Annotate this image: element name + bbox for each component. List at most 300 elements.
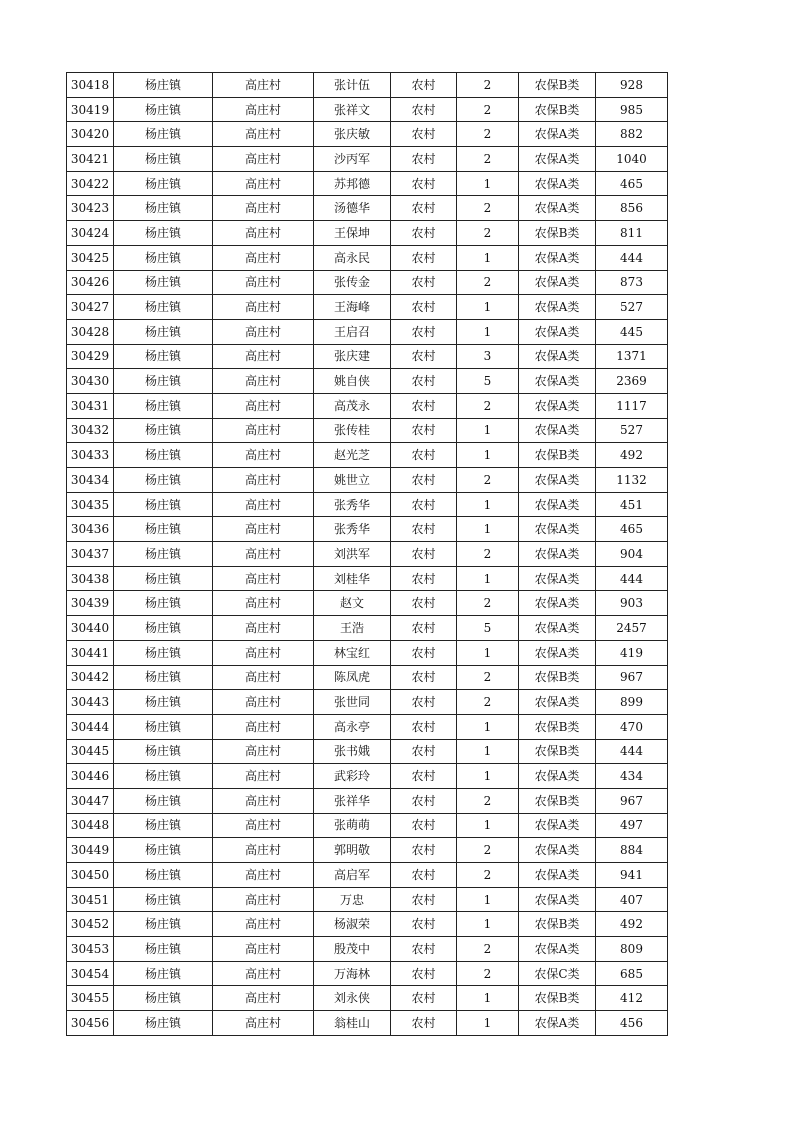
cell-amount: 407 bbox=[596, 887, 668, 912]
cell-town: 杨庄镇 bbox=[114, 270, 213, 295]
cell-insurance-category: 农保A类 bbox=[519, 344, 596, 369]
cell-amount: 492 bbox=[596, 443, 668, 468]
cell-household-type: 农村 bbox=[391, 591, 457, 616]
cell-record-id: 30444 bbox=[67, 714, 114, 739]
cell-household-type: 农村 bbox=[391, 813, 457, 838]
table-row bbox=[67, 542, 668, 567]
cell-village: 高庄村 bbox=[213, 764, 314, 789]
cell-amount: 465 bbox=[596, 517, 668, 542]
table-row bbox=[67, 443, 668, 468]
cell-household-type: 农村 bbox=[391, 690, 457, 715]
cell-person-name: 王保坤 bbox=[314, 221, 391, 246]
cell-person-name: 王海峰 bbox=[314, 295, 391, 320]
cell-household-type: 农村 bbox=[391, 616, 457, 641]
cell-village: 高庄村 bbox=[213, 912, 314, 937]
cell-village: 高庄村 bbox=[213, 714, 314, 739]
cell-amount: 903 bbox=[596, 591, 668, 616]
cell-town: 杨庄镇 bbox=[114, 640, 213, 665]
cell-person-name: 高启军 bbox=[314, 863, 391, 888]
cell-amount: 444 bbox=[596, 739, 668, 764]
cell-insurance-category: 农保A类 bbox=[519, 147, 596, 172]
cell-amount: 856 bbox=[596, 196, 668, 221]
table-row bbox=[67, 147, 668, 172]
cell-household-type: 农村 bbox=[391, 245, 457, 270]
cell-village: 高庄村 bbox=[213, 887, 314, 912]
cell-town: 杨庄镇 bbox=[114, 863, 213, 888]
cell-town: 杨庄镇 bbox=[114, 961, 213, 986]
table-row bbox=[67, 616, 668, 641]
cell-insurance-category: 农保A类 bbox=[519, 887, 596, 912]
cell-insurance-category: 农保A类 bbox=[519, 640, 596, 665]
cell-household-type: 农村 bbox=[391, 97, 457, 122]
cell-town: 杨庄镇 bbox=[114, 788, 213, 813]
table-row bbox=[67, 986, 668, 1011]
cell-insurance-category: 农保C类 bbox=[519, 961, 596, 986]
cell-village: 高庄村 bbox=[213, 690, 314, 715]
cell-town: 杨庄镇 bbox=[114, 468, 213, 493]
cell-person-name: 张传金 bbox=[314, 270, 391, 295]
cell-amount: 1371 bbox=[596, 344, 668, 369]
cell-person-name: 杨淑荣 bbox=[314, 912, 391, 937]
cell-household-type: 农村 bbox=[391, 73, 457, 98]
cell-household-size: 1 bbox=[457, 443, 519, 468]
table-row bbox=[67, 961, 668, 986]
cell-record-id: 30427 bbox=[67, 295, 114, 320]
cell-amount: 434 bbox=[596, 764, 668, 789]
cell-household-type: 农村 bbox=[391, 443, 457, 468]
cell-person-name: 张祥华 bbox=[314, 788, 391, 813]
cell-village: 高庄村 bbox=[213, 937, 314, 962]
table-row bbox=[67, 73, 668, 98]
cell-household-type: 农村 bbox=[391, 566, 457, 591]
cell-town: 杨庄镇 bbox=[114, 73, 213, 98]
cell-amount: 882 bbox=[596, 122, 668, 147]
cell-person-name: 翁桂山 bbox=[314, 1011, 391, 1036]
cell-village: 高庄村 bbox=[213, 739, 314, 764]
cell-town: 杨庄镇 bbox=[114, 714, 213, 739]
cell-record-id: 30441 bbox=[67, 640, 114, 665]
cell-town: 杨庄镇 bbox=[114, 566, 213, 591]
cell-insurance-category: 农保A类 bbox=[519, 418, 596, 443]
cell-village: 高庄村 bbox=[213, 1011, 314, 1036]
table-row bbox=[67, 1011, 668, 1036]
cell-record-id: 30451 bbox=[67, 887, 114, 912]
cell-person-name: 陈凤虎 bbox=[314, 665, 391, 690]
cell-record-id: 30419 bbox=[67, 97, 114, 122]
table-row bbox=[67, 764, 668, 789]
table-row bbox=[67, 245, 668, 270]
cell-household-type: 农村 bbox=[391, 764, 457, 789]
cell-insurance-category: 农保A类 bbox=[519, 245, 596, 270]
cell-village: 高庄村 bbox=[213, 319, 314, 344]
cell-town: 杨庄镇 bbox=[114, 369, 213, 394]
cell-amount: 685 bbox=[596, 961, 668, 986]
cell-household-type: 农村 bbox=[391, 418, 457, 443]
cell-record-id: 30449 bbox=[67, 838, 114, 863]
cell-record-id: 30425 bbox=[67, 245, 114, 270]
cell-town: 杨庄镇 bbox=[114, 887, 213, 912]
cell-insurance-category: 农保A类 bbox=[519, 196, 596, 221]
cell-village: 高庄村 bbox=[213, 986, 314, 1011]
cell-village: 高庄村 bbox=[213, 122, 314, 147]
cell-person-name: 姚自侠 bbox=[314, 369, 391, 394]
cell-person-name: 王浩 bbox=[314, 616, 391, 641]
cell-record-id: 30447 bbox=[67, 788, 114, 813]
cell-amount: 904 bbox=[596, 542, 668, 567]
cell-amount: 2457 bbox=[596, 616, 668, 641]
cell-record-id: 30440 bbox=[67, 616, 114, 641]
cell-town: 杨庄镇 bbox=[114, 616, 213, 641]
cell-town: 杨庄镇 bbox=[114, 295, 213, 320]
cell-amount: 451 bbox=[596, 492, 668, 517]
cell-household-type: 农村 bbox=[391, 838, 457, 863]
cell-person-name: 张萌萌 bbox=[314, 813, 391, 838]
cell-amount: 1117 bbox=[596, 393, 668, 418]
cell-household-type: 农村 bbox=[391, 665, 457, 690]
cell-town: 杨庄镇 bbox=[114, 1011, 213, 1036]
cell-village: 高庄村 bbox=[213, 468, 314, 493]
cell-person-name: 郭明敬 bbox=[314, 838, 391, 863]
cell-household-type: 农村 bbox=[391, 937, 457, 962]
cell-town: 杨庄镇 bbox=[114, 912, 213, 937]
table-row bbox=[67, 221, 668, 246]
cell-person-name: 张秀华 bbox=[314, 517, 391, 542]
cell-record-id: 30431 bbox=[67, 393, 114, 418]
cell-household-size: 2 bbox=[457, 961, 519, 986]
cell-village: 高庄村 bbox=[213, 369, 314, 394]
cell-amount: 419 bbox=[596, 640, 668, 665]
cell-record-id: 30429 bbox=[67, 344, 114, 369]
cell-amount: 1040 bbox=[596, 147, 668, 172]
cell-insurance-category: 农保A类 bbox=[519, 122, 596, 147]
cell-amount: 527 bbox=[596, 295, 668, 320]
cell-town: 杨庄镇 bbox=[114, 122, 213, 147]
cell-household-size: 2 bbox=[457, 73, 519, 98]
cell-household-type: 农村 bbox=[391, 393, 457, 418]
cell-person-name: 张庆敏 bbox=[314, 122, 391, 147]
cell-household-size: 1 bbox=[457, 813, 519, 838]
cell-insurance-category: 农保B类 bbox=[519, 665, 596, 690]
table-row bbox=[67, 369, 668, 394]
cell-town: 杨庄镇 bbox=[114, 591, 213, 616]
cell-town: 杨庄镇 bbox=[114, 97, 213, 122]
cell-village: 高庄村 bbox=[213, 566, 314, 591]
cell-household-size: 1 bbox=[457, 912, 519, 937]
cell-town: 杨庄镇 bbox=[114, 393, 213, 418]
cell-person-name: 张计伍 bbox=[314, 73, 391, 98]
cell-person-name: 刘洪军 bbox=[314, 542, 391, 567]
cell-household-size: 1 bbox=[457, 492, 519, 517]
cell-town: 杨庄镇 bbox=[114, 690, 213, 715]
cell-amount: 444 bbox=[596, 566, 668, 591]
cell-person-name: 高茂永 bbox=[314, 393, 391, 418]
table-row bbox=[67, 566, 668, 591]
cell-insurance-category: 农保B类 bbox=[519, 97, 596, 122]
cell-person-name: 殷茂中 bbox=[314, 937, 391, 962]
cell-town: 杨庄镇 bbox=[114, 196, 213, 221]
cell-household-type: 农村 bbox=[391, 319, 457, 344]
cell-insurance-category: 农保B类 bbox=[519, 912, 596, 937]
cell-household-size: 2 bbox=[457, 665, 519, 690]
cell-person-name: 沙丙军 bbox=[314, 147, 391, 172]
cell-record-id: 30434 bbox=[67, 468, 114, 493]
cell-village: 高庄村 bbox=[213, 591, 314, 616]
table-row bbox=[67, 838, 668, 863]
cell-insurance-category: 农保A类 bbox=[519, 937, 596, 962]
cell-insurance-category: 农保A类 bbox=[519, 319, 596, 344]
table-row bbox=[67, 788, 668, 813]
cell-household-type: 农村 bbox=[391, 221, 457, 246]
cell-town: 杨庄镇 bbox=[114, 665, 213, 690]
cell-household-size: 2 bbox=[457, 542, 519, 567]
cell-insurance-category: 农保B类 bbox=[519, 73, 596, 98]
cell-record-id: 30439 bbox=[67, 591, 114, 616]
cell-record-id: 30418 bbox=[67, 73, 114, 98]
cell-person-name: 刘永侠 bbox=[314, 986, 391, 1011]
cell-household-size: 1 bbox=[457, 418, 519, 443]
cell-village: 高庄村 bbox=[213, 640, 314, 665]
cell-person-name: 赵文 bbox=[314, 591, 391, 616]
cell-record-id: 30455 bbox=[67, 986, 114, 1011]
table-row bbox=[67, 813, 668, 838]
cell-amount: 941 bbox=[596, 863, 668, 888]
table-row bbox=[67, 739, 668, 764]
cell-amount: 873 bbox=[596, 270, 668, 295]
records-table bbox=[66, 72, 668, 1036]
cell-record-id: 30442 bbox=[67, 665, 114, 690]
cell-household-size: 1 bbox=[457, 640, 519, 665]
cell-insurance-category: 农保B类 bbox=[519, 788, 596, 813]
table-row bbox=[67, 418, 668, 443]
cell-household-size: 2 bbox=[457, 97, 519, 122]
cell-household-type: 农村 bbox=[391, 369, 457, 394]
cell-village: 高庄村 bbox=[213, 221, 314, 246]
cell-village: 高庄村 bbox=[213, 418, 314, 443]
cell-town: 杨庄镇 bbox=[114, 813, 213, 838]
cell-insurance-category: 农保A类 bbox=[519, 492, 596, 517]
table-row bbox=[67, 295, 668, 320]
cell-village: 高庄村 bbox=[213, 863, 314, 888]
cell-household-type: 农村 bbox=[391, 714, 457, 739]
cell-household-size: 2 bbox=[457, 122, 519, 147]
cell-village: 高庄村 bbox=[213, 616, 314, 641]
table-row bbox=[67, 912, 668, 937]
table-row bbox=[67, 319, 668, 344]
cell-town: 杨庄镇 bbox=[114, 739, 213, 764]
table-row bbox=[67, 196, 668, 221]
cell-insurance-category: 农保A类 bbox=[519, 591, 596, 616]
cell-record-id: 30456 bbox=[67, 1011, 114, 1036]
cell-town: 杨庄镇 bbox=[114, 492, 213, 517]
cell-record-id: 30452 bbox=[67, 912, 114, 937]
cell-insurance-category: 农保A类 bbox=[519, 517, 596, 542]
cell-village: 高庄村 bbox=[213, 73, 314, 98]
cell-person-name: 林宝红 bbox=[314, 640, 391, 665]
cell-person-name: 苏邦德 bbox=[314, 171, 391, 196]
cell-village: 高庄村 bbox=[213, 838, 314, 863]
cell-person-name: 张秀华 bbox=[314, 492, 391, 517]
cell-town: 杨庄镇 bbox=[114, 171, 213, 196]
cell-village: 高庄村 bbox=[213, 961, 314, 986]
cell-village: 高庄村 bbox=[213, 196, 314, 221]
cell-household-type: 农村 bbox=[391, 270, 457, 295]
cell-record-id: 30423 bbox=[67, 196, 114, 221]
cell-village: 高庄村 bbox=[213, 393, 314, 418]
cell-insurance-category: 农保B类 bbox=[519, 739, 596, 764]
table-row bbox=[67, 887, 668, 912]
cell-insurance-category: 农保A类 bbox=[519, 863, 596, 888]
cell-person-name: 张祥文 bbox=[314, 97, 391, 122]
cell-town: 杨庄镇 bbox=[114, 986, 213, 1011]
cell-town: 杨庄镇 bbox=[114, 245, 213, 270]
cell-amount: 465 bbox=[596, 171, 668, 196]
cell-insurance-category: 农保A类 bbox=[519, 369, 596, 394]
cell-household-size: 1 bbox=[457, 887, 519, 912]
cell-insurance-category: 农保B类 bbox=[519, 221, 596, 246]
cell-household-size: 2 bbox=[457, 196, 519, 221]
cell-insurance-category: 农保A类 bbox=[519, 566, 596, 591]
cell-household-size: 2 bbox=[457, 937, 519, 962]
cell-insurance-category: 农保A类 bbox=[519, 171, 596, 196]
cell-village: 高庄村 bbox=[213, 517, 314, 542]
cell-person-name: 高永民 bbox=[314, 245, 391, 270]
cell-record-id: 30428 bbox=[67, 319, 114, 344]
cell-town: 杨庄镇 bbox=[114, 319, 213, 344]
cell-person-name: 高永亭 bbox=[314, 714, 391, 739]
cell-household-type: 农村 bbox=[391, 788, 457, 813]
cell-insurance-category: 农保B类 bbox=[519, 443, 596, 468]
cell-amount: 492 bbox=[596, 912, 668, 937]
cell-record-id: 30424 bbox=[67, 221, 114, 246]
cell-village: 高庄村 bbox=[213, 171, 314, 196]
cell-household-size: 2 bbox=[457, 393, 519, 418]
cell-household-size: 2 bbox=[457, 468, 519, 493]
cell-household-size: 2 bbox=[457, 863, 519, 888]
cell-household-size: 1 bbox=[457, 245, 519, 270]
cell-town: 杨庄镇 bbox=[114, 517, 213, 542]
cell-town: 杨庄镇 bbox=[114, 147, 213, 172]
cell-household-type: 农村 bbox=[391, 295, 457, 320]
cell-person-name: 张书娥 bbox=[314, 739, 391, 764]
cell-household-size: 1 bbox=[457, 295, 519, 320]
table-row bbox=[67, 517, 668, 542]
cell-person-name: 武彩玲 bbox=[314, 764, 391, 789]
cell-village: 高庄村 bbox=[213, 97, 314, 122]
cell-amount: 470 bbox=[596, 714, 668, 739]
cell-household-size: 2 bbox=[457, 221, 519, 246]
cell-village: 高庄村 bbox=[213, 443, 314, 468]
cell-amount: 497 bbox=[596, 813, 668, 838]
cell-household-size: 2 bbox=[457, 147, 519, 172]
cell-amount: 2369 bbox=[596, 369, 668, 394]
cell-record-id: 30430 bbox=[67, 369, 114, 394]
cell-person-name: 万忠 bbox=[314, 887, 391, 912]
cell-amount: 967 bbox=[596, 665, 668, 690]
cell-record-id: 30420 bbox=[67, 122, 114, 147]
cell-household-size: 1 bbox=[457, 986, 519, 1011]
table-row bbox=[67, 171, 668, 196]
cell-household-size: 2 bbox=[457, 690, 519, 715]
cell-household-size: 3 bbox=[457, 344, 519, 369]
cell-insurance-category: 农保A类 bbox=[519, 690, 596, 715]
cell-town: 杨庄镇 bbox=[114, 764, 213, 789]
cell-village: 高庄村 bbox=[213, 270, 314, 295]
cell-household-size: 2 bbox=[457, 270, 519, 295]
table-row bbox=[67, 468, 668, 493]
cell-record-id: 30437 bbox=[67, 542, 114, 567]
cell-amount: 985 bbox=[596, 97, 668, 122]
table-row bbox=[67, 640, 668, 665]
cell-amount: 412 bbox=[596, 986, 668, 1011]
cell-household-size: 5 bbox=[457, 616, 519, 641]
cell-household-size: 5 bbox=[457, 369, 519, 394]
cell-insurance-category: 农保A类 bbox=[519, 1011, 596, 1036]
cell-household-size: 1 bbox=[457, 517, 519, 542]
cell-household-type: 农村 bbox=[391, 887, 457, 912]
cell-insurance-category: 农保A类 bbox=[519, 295, 596, 320]
cell-record-id: 30435 bbox=[67, 492, 114, 517]
cell-town: 杨庄镇 bbox=[114, 542, 213, 567]
cell-household-type: 农村 bbox=[391, 344, 457, 369]
cell-record-id: 30450 bbox=[67, 863, 114, 888]
cell-household-type: 农村 bbox=[391, 986, 457, 1011]
cell-household-type: 农村 bbox=[391, 863, 457, 888]
cell-person-name: 姚世立 bbox=[314, 468, 391, 493]
cell-record-id: 30436 bbox=[67, 517, 114, 542]
cell-person-name: 万海林 bbox=[314, 961, 391, 986]
cell-village: 高庄村 bbox=[213, 788, 314, 813]
cell-village: 高庄村 bbox=[213, 665, 314, 690]
table-row bbox=[67, 393, 668, 418]
cell-town: 杨庄镇 bbox=[114, 838, 213, 863]
cell-household-size: 2 bbox=[457, 788, 519, 813]
cell-household-size: 1 bbox=[457, 739, 519, 764]
cell-household-type: 农村 bbox=[391, 912, 457, 937]
table-row bbox=[67, 714, 668, 739]
cell-person-name: 刘桂华 bbox=[314, 566, 391, 591]
cell-village: 高庄村 bbox=[213, 542, 314, 567]
cell-household-type: 农村 bbox=[391, 739, 457, 764]
cell-town: 杨庄镇 bbox=[114, 937, 213, 962]
cell-household-type: 农村 bbox=[391, 542, 457, 567]
cell-insurance-category: 农保A类 bbox=[519, 813, 596, 838]
cell-amount: 811 bbox=[596, 221, 668, 246]
cell-village: 高庄村 bbox=[213, 492, 314, 517]
cell-record-id: 30422 bbox=[67, 171, 114, 196]
cell-town: 杨庄镇 bbox=[114, 344, 213, 369]
table-row bbox=[67, 863, 668, 888]
cell-amount: 928 bbox=[596, 73, 668, 98]
cell-insurance-category: 农保A类 bbox=[519, 468, 596, 493]
cell-household-type: 农村 bbox=[391, 492, 457, 517]
cell-record-id: 30438 bbox=[67, 566, 114, 591]
cell-household-size: 1 bbox=[457, 566, 519, 591]
cell-household-type: 农村 bbox=[391, 1011, 457, 1036]
table-row bbox=[67, 97, 668, 122]
cell-amount: 809 bbox=[596, 937, 668, 962]
cell-village: 高庄村 bbox=[213, 344, 314, 369]
cell-household-type: 农村 bbox=[391, 468, 457, 493]
cell-village: 高庄村 bbox=[213, 245, 314, 270]
cell-amount: 456 bbox=[596, 1011, 668, 1036]
cell-household-size: 2 bbox=[457, 591, 519, 616]
cell-household-size: 1 bbox=[457, 764, 519, 789]
cell-household-type: 农村 bbox=[391, 147, 457, 172]
cell-household-size: 1 bbox=[457, 319, 519, 344]
cell-village: 高庄村 bbox=[213, 147, 314, 172]
cell-insurance-category: 农保B类 bbox=[519, 714, 596, 739]
cell-insurance-category: 农保A类 bbox=[519, 542, 596, 567]
